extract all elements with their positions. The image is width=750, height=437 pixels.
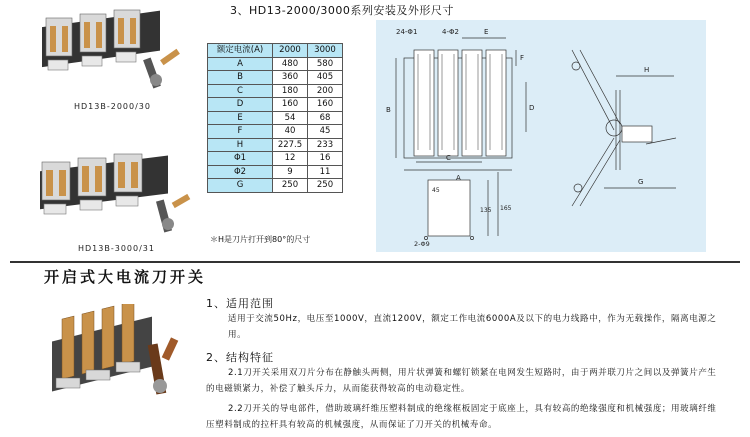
- spec-cell: 9: [273, 165, 308, 179]
- spec-table-header: 2000: [273, 44, 308, 58]
- spec-cell: 233: [308, 138, 343, 152]
- table-row: [208, 152, 343, 166]
- spec-cell: 480: [273, 57, 308, 71]
- label-d: D: [529, 104, 535, 112]
- spec-row-label: Φ1: [208, 152, 273, 166]
- spec-cell: 11: [308, 165, 343, 179]
- spec-table-header: 3000: [308, 44, 343, 58]
- section-divider: [10, 261, 740, 263]
- spec-cell: 12: [273, 152, 308, 166]
- table-row: [208, 98, 343, 112]
- label-c: C: [446, 154, 451, 162]
- spec-row-label: B: [208, 71, 273, 85]
- table-row: [208, 165, 343, 179]
- spec-cell: 16: [308, 152, 343, 166]
- spec-table-header: 额定电流(A): [208, 44, 273, 58]
- spec-row-label: A: [208, 57, 273, 71]
- section-2-paragraph-2: 2.2刀开关的导电部件，借助玻璃纤维压塑料制成的绝缘框板固定于底座上，具有较高的绝缘强度和机械强度；用玻璃纤维压塑料制成的拉杆具有较高的机械强度，从而保证了刀开关的机械寿命。: [206, 404, 717, 430]
- spec-table: [207, 43, 343, 193]
- section-1-text: 适用于交流50Hz，电压至1000V，直流1200V，额定工作电流6000A及以下的电力线路中，作为无载操作，隔离电源之用。: [228, 314, 717, 340]
- label-a: A: [456, 174, 461, 182]
- caption-top-product: HD13B-2000/30: [74, 102, 151, 111]
- dimension-drawing: [376, 20, 706, 252]
- label-135: 135: [480, 207, 492, 214]
- spec-row-label: G: [208, 179, 273, 193]
- spec-cell: 405: [308, 71, 343, 85]
- label-45: 45: [432, 187, 440, 194]
- product-photo-hd13b-3000: [34, 150, 194, 242]
- spec-row-label: F: [208, 125, 273, 139]
- table-row: [208, 125, 343, 139]
- spec-cell: 250: [273, 179, 308, 193]
- spec-cell: 160: [308, 98, 343, 112]
- spec-table-header-row: [208, 44, 343, 58]
- spec-cell: 227.5: [273, 138, 308, 152]
- section-2-title: 2、结构特征: [206, 351, 274, 364]
- spec-cell: 54: [273, 111, 308, 125]
- spec-cell: 160: [273, 98, 308, 112]
- table-row: [208, 179, 343, 193]
- table-row: [208, 111, 343, 125]
- label-165: 165: [500, 205, 512, 212]
- table-row: [208, 84, 343, 98]
- spec-row-label: Φ2: [208, 165, 273, 179]
- label-4-phi2: 4-Φ2: [442, 28, 459, 36]
- spec-row-label: H: [208, 138, 273, 152]
- spec-row-label: C: [208, 84, 273, 98]
- label-f: F: [520, 54, 525, 62]
- spec-cell: 580: [308, 57, 343, 71]
- label-b: B: [386, 106, 391, 114]
- spec-cell: 200: [308, 84, 343, 98]
- spec-row-label: E: [208, 111, 273, 125]
- article-main-title: 开启式大电流刀开关: [44, 268, 207, 286]
- label-e: E: [484, 28, 489, 36]
- table-row: [208, 71, 343, 85]
- dimension-drawing-panel: [376, 20, 706, 252]
- label-g: G: [638, 178, 644, 186]
- spec-cell: 360: [273, 71, 308, 85]
- spec-cell: 180: [273, 84, 308, 98]
- spec-cell: 40: [273, 125, 308, 139]
- product-photo-open-switch: [42, 304, 192, 416]
- section3-title: 3、HD13-2000/3000系列安装及外形尺寸: [230, 4, 454, 17]
- label-24-phi1: 24-Φ1: [396, 28, 418, 36]
- table-row: [208, 57, 343, 71]
- product-photo-hd13b-2000: [36, 8, 186, 103]
- spec-row-label: D: [208, 98, 273, 112]
- spec-cell: 250: [308, 179, 343, 193]
- spec-cell: 45: [308, 125, 343, 139]
- table-row: [208, 138, 343, 152]
- label-h: H: [644, 66, 650, 74]
- label-2-phi9: 2-Φ9: [414, 240, 430, 248]
- section-2-paragraph-1: 2.1刀开关采用双刀片分布在静触头两侧，用片状弹簧和螺钉锁紧在电网发生短路时，由于两并联刀片之间以及弹簧片产生的电磁锁紧力，补偿了触头斥力，从而能获得较高的电动稳定性。: [206, 368, 717, 394]
- spec-table-note: ＊H是刀片打开到80°的尺寸: [210, 235, 311, 244]
- caption-bottom-product: HD13B-3000/31: [78, 244, 155, 253]
- section-1-title: 1、适用范围: [206, 297, 274, 310]
- spec-cell: 68: [308, 111, 343, 125]
